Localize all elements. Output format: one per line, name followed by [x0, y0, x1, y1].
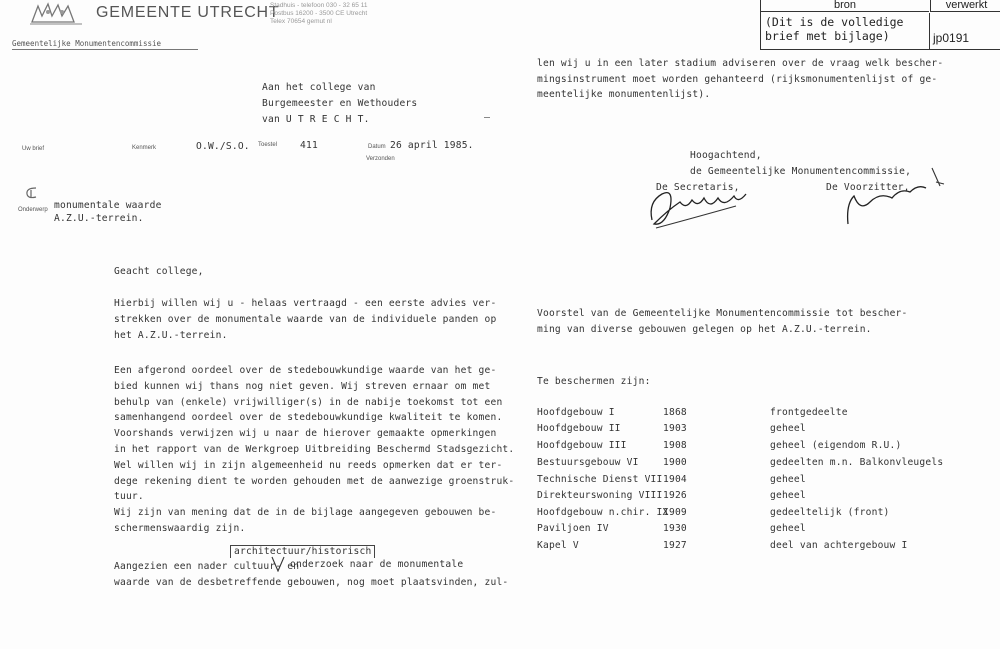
p2-line: Wel willen wij in zijn algemeenheid nu reeds opmerken dat er ter-: [114, 459, 503, 471]
margin-dash: [484, 117, 490, 118]
continuation-text: [537, 56, 943, 103]
building-name: Hoofdgebouw I: [537, 407, 615, 418]
cont-line: mingsinstrument moet worden gehanteerd (rijksmonumentenlijst of ge-: [537, 73, 938, 85]
cont-line: len wij u in een later stadium adviseren over de vraag welk bescher-: [537, 58, 944, 69]
building-scope: gedeelten m.n. Balkonvleugels: [770, 457, 944, 468]
p1-line: strekken over de monumentale waarde van de individuele panden op: [114, 314, 497, 325]
p2-line: samenhangend oordeel over de stedebouwkundige kwaliteit te komen.: [114, 412, 503, 424]
handwritten-mark-icon: [22, 186, 42, 200]
commission-name: Gemeentelijke Monumentencommissie: [12, 39, 198, 50]
uw-brief-label: Uw brief: [22, 146, 45, 152]
datum-label: Datum: [368, 144, 386, 150]
subject-line-2: A.Z.U.-terrein.: [54, 213, 144, 224]
closing-org: de Gemeentelijke Monumentencommissie,: [690, 166, 912, 177]
subject-line-1: monumentale waarde: [54, 200, 162, 211]
p1-line: het A.Z.U.-terrein.: [114, 330, 228, 341]
p3-line-2: waarde van de desbetreffende gebouwen, nog moet plaatsvinden, zul-: [114, 577, 509, 588]
p2-line: Voorshands verwijzen wij u naar de hierover gemaakte opmerkingen: [114, 428, 497, 440]
letterhead-address: [270, 2, 367, 26]
secretary-label: De Secretaris,: [656, 182, 740, 193]
p2-line: behulp van (enkele) vrijwilliger(s) in de nabije toekomst tot een: [114, 396, 503, 408]
kenmerk-value: O.W./S.O.: [196, 141, 250, 152]
list-heading: Te beschermen zijn:: [537, 376, 651, 387]
stamp-note: [765, 15, 903, 43]
building-year: 1900: [663, 457, 687, 468]
subject-label: Onderwerp: [18, 207, 48, 213]
addressee-line-1: Aan het college van: [262, 82, 376, 93]
building-scope: geheel: [770, 523, 806, 534]
p2-line: dege rekening dient te worden gehouden met de aanwezige groenstruk-: [114, 475, 515, 487]
paragraph-2: [114, 363, 514, 537]
building-name: Hoofdgebouw II: [537, 423, 621, 434]
org-name: GEMEENTE UTRECHT: [96, 4, 280, 21]
addressee-block: [262, 80, 417, 128]
building-scope: geheel (eigendom R.U.): [770, 440, 902, 451]
insertion-box: architectuur/historisch: [230, 545, 375, 558]
building-scope: deel van achtergebouw I: [770, 540, 908, 551]
toestel-value: 411: [300, 140, 318, 151]
building-year: 1909: [663, 507, 687, 518]
toestel-label: Toestel: [258, 142, 278, 148]
secretary-signature-icon: [646, 180, 756, 232]
building-scope: geheel: [770, 423, 806, 434]
stamp-note-line-1: (Dit is de volledige: [765, 15, 904, 29]
closing: Hoogachtend,: [690, 150, 762, 161]
p3-line-1b: onderzoek naar de monumentale: [290, 559, 464, 570]
building-name: Paviljoen IV: [537, 523, 609, 534]
building-scope: gedeeltelijk (front): [770, 507, 890, 518]
proposal-line: Voorstel van de Gemeentelijke Monumentencommissie tot bescher-: [537, 308, 908, 319]
building-year: 1868: [663, 407, 687, 418]
p2-line: Een afgerond oordeel over de stedebouwkundige waarde van het ge-: [114, 365, 497, 376]
building-year: 1904: [663, 474, 687, 485]
salutation: Geacht college,: [114, 266, 204, 277]
building-name: Kapel V: [537, 540, 579, 551]
archive-stamp: [760, 0, 1000, 50]
p2-line: schermenswaardig zijn.: [114, 522, 246, 534]
stamp-header-verwerkt: verwerkt: [930, 0, 1000, 12]
p2-line: bied kunnen wij thans nog niet geven. Wij streven ernaar om met: [114, 380, 491, 392]
stamp-code: jp0191: [933, 31, 970, 45]
p2-line: tuur.: [114, 491, 144, 503]
address-line-1: Stadhuis - telefoon 030 - 32 65 11: [270, 2, 368, 9]
chair-label: De Voorzitter,: [826, 182, 910, 193]
building-name: Hoofdgebouw n.chir. IX: [537, 507, 669, 518]
stamp-note-line-2: brief met bijlage): [765, 29, 890, 43]
p2-line: in het rapport van de Werkgroep Uitbreiding Beschermd Stadsgezicht.: [114, 443, 515, 455]
building-name: Hoofdgebouw III: [537, 440, 627, 451]
address-line-2: Postbus 16200 - 3500 CE Utrecht: [270, 10, 368, 17]
proposal-line: ming van diverse gebouwen gelegen op het A.Z.U.-terrein.: [537, 324, 872, 335]
p1-line: Hierbij willen wij u - helaas vertraagd - een eerste advies ver-: [114, 298, 497, 309]
building-scope: geheel: [770, 490, 806, 501]
building-year: 1930: [663, 523, 687, 534]
address-line-3: Telex 70654 gemut nl: [270, 18, 332, 25]
stamp-divider: [929, 13, 930, 49]
building-name: Direkteurswoning VIII: [537, 490, 663, 501]
cont-line: meentelijke monumentenlijst).: [537, 89, 711, 100]
verzonden-label: Verzonden: [366, 156, 395, 162]
coat-of-arms-icon: [28, 2, 86, 26]
building-year: 1926: [663, 490, 687, 501]
addressee-line-3: van U T R E C H T.: [262, 114, 370, 125]
p2-line: Wij zijn van mening dat de in de bijlage aangegeven gebouwen be-: [114, 507, 497, 519]
building-name: Bestuursgebouw VI: [537, 457, 639, 468]
building-name: Technische Dienst VII: [537, 474, 663, 485]
proposal-text: [537, 306, 908, 338]
building-year: 1908: [663, 440, 687, 451]
building-scope: frontgedeelte: [770, 407, 848, 418]
p3-line-1a: Aangezien een nader cultuur- en: [114, 561, 300, 572]
addressee-line-2: Burgemeester en Wethouders: [262, 98, 418, 109]
building-year: 1903: [663, 423, 687, 434]
datum-value: 26 april 1985.: [390, 140, 474, 151]
kenmerk-label: Kenmerk: [132, 145, 157, 151]
paragraph-1: [114, 296, 496, 344]
stamp-header-bron: bron: [761, 0, 929, 12]
chair-signature-icon: [840, 162, 950, 232]
building-year: 1927: [663, 540, 687, 551]
building-scope: geheel: [770, 474, 806, 485]
